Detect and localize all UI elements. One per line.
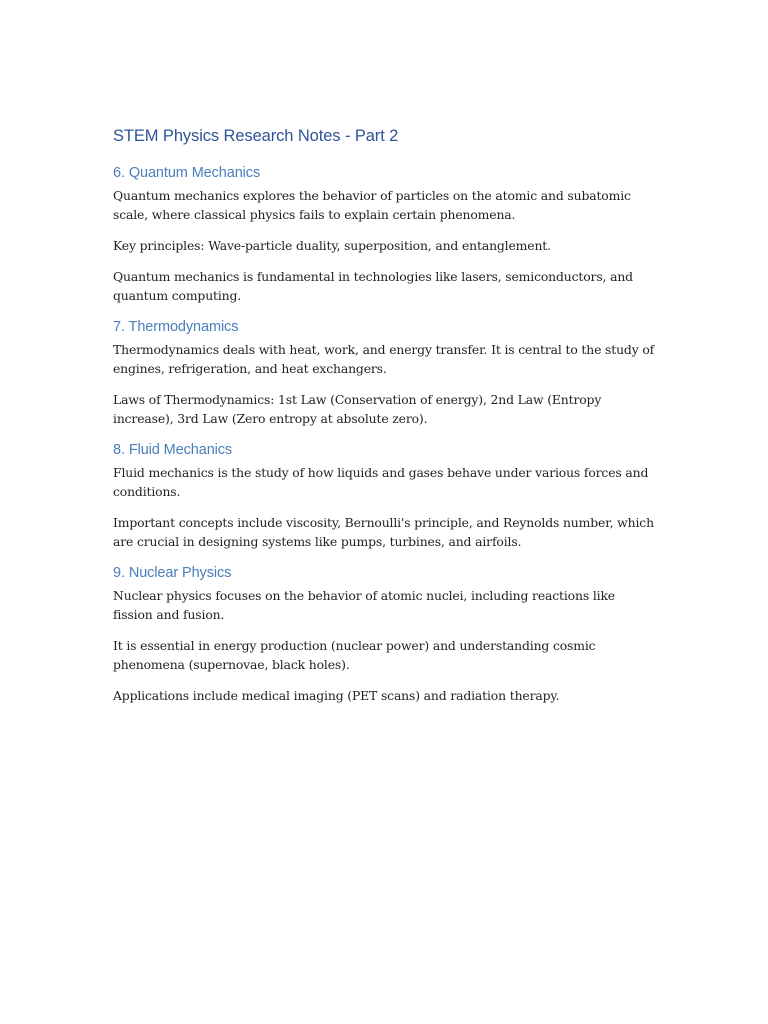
section-heading: 7. Thermodynamics	[113, 319, 239, 335]
section-heading: 8. Fluid Mechanics	[113, 442, 233, 458]
paragraph: Quantum mechanics is fundamental in technologies like lasers, semiconductors, and quantum computing.	[113, 269, 633, 303]
paragraph: Fluid mechanics is the study of how liquids and gases behave under various forces and conditions.	[113, 465, 649, 499]
paragraph: Nuclear physics focuses on the behavior of atomic nuclei, including reactions like fission and fusion.	[113, 588, 615, 622]
paragraph: Key principles: Wave-particle duality, superposition, and entanglement.	[113, 238, 551, 253]
section-nuclear-physics	[113, 563, 658, 705]
section-thermodynamics	[113, 317, 658, 428]
section-fluid-mechanics	[113, 440, 658, 551]
section-heading: 9. Nuclear Physics	[113, 565, 232, 581]
paragraph: Applications include medical imaging (PET scans) and radiation therapy.	[113, 688, 560, 703]
paragraph: Thermodynamics deals with heat, work, and energy transfer. It is central to the study of engines, refrigeration, and heat exchangers.	[113, 342, 655, 376]
section-quantum-mechanics	[113, 163, 658, 305]
section-heading: 6. Quantum Mechanics	[113, 165, 261, 181]
paragraph: Important concepts include viscosity, Bernoulli's principle, and Reynolds number, which are crucial in designing systems like pumps, turbines, and airfoils.	[113, 515, 654, 549]
document-title: STEM Physics Research Notes - Part 2	[113, 127, 399, 145]
paragraph: Quantum mechanics explores the behavior of particles on the atomic and subatomic scale, where classical physics fails to explain certain phenomena.	[113, 188, 631, 222]
paragraph: Laws of Thermodynamics: 1st Law (Conservation of energy), 2nd Law (Entropy increase), 3rd Law (Zero entropy at absolute zero).	[113, 392, 602, 426]
document-body	[113, 125, 658, 717]
paragraph: It is essential in energy production (nuclear power) and understanding cosmic phenomena (supernovae, black holes).	[113, 638, 596, 672]
